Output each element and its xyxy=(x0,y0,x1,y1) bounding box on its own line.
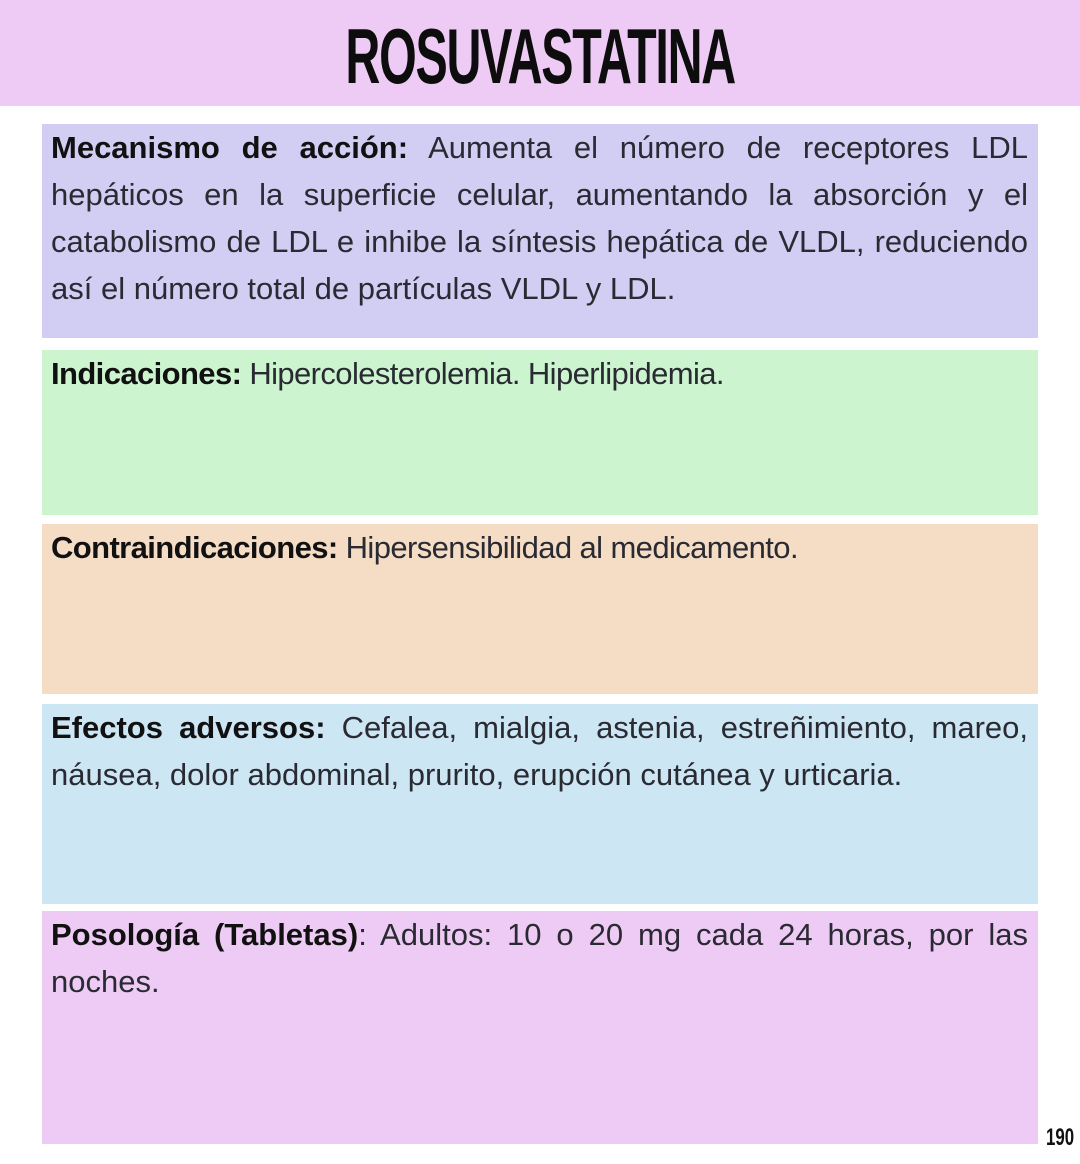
drug-title: ROSUVASTATINA xyxy=(345,12,735,100)
section-posologia xyxy=(42,911,1038,1144)
section-separator: : xyxy=(358,917,367,952)
section-label: Efectos adversos: xyxy=(51,710,326,745)
section-label: Indicaciones: xyxy=(51,356,242,391)
section-text: Cefalea, mialgia, astenia, estreñimiento, mareo, náusea, dolor abdominal, prurito, erupción cutánea y urticaria. xyxy=(51,710,1028,792)
section-label: Contraindicaciones: xyxy=(51,530,338,565)
page-header xyxy=(0,0,1080,106)
page-number: 190 xyxy=(1045,1124,1074,1151)
section-text: Adultos: 10 o 20 mg cada 24 horas, por las noches. xyxy=(51,917,1029,999)
section-label: Mecanismo de acción: xyxy=(51,130,409,165)
section-contraindicaciones xyxy=(42,524,1038,694)
section-text: Aumenta el número de receptores LDL hepáticos en la superficie celular, aumentando la absorción y el catabolismo de LDL e inhibe la síntesis hepática de VLDL, reduciendo así el número total de partículas VLDL y LDL. xyxy=(51,130,1028,306)
section-label: Posología (Tabletas) xyxy=(51,917,359,952)
section-text: Hipersensibilidad al medicamento. xyxy=(345,530,798,565)
section-indicaciones xyxy=(42,350,1038,515)
section-efectos-adversos xyxy=(42,704,1038,904)
section-mecanismo-de-accion xyxy=(42,124,1038,338)
section-text: Hipercolesterolemia. Hiperlipidemia. xyxy=(249,356,724,391)
